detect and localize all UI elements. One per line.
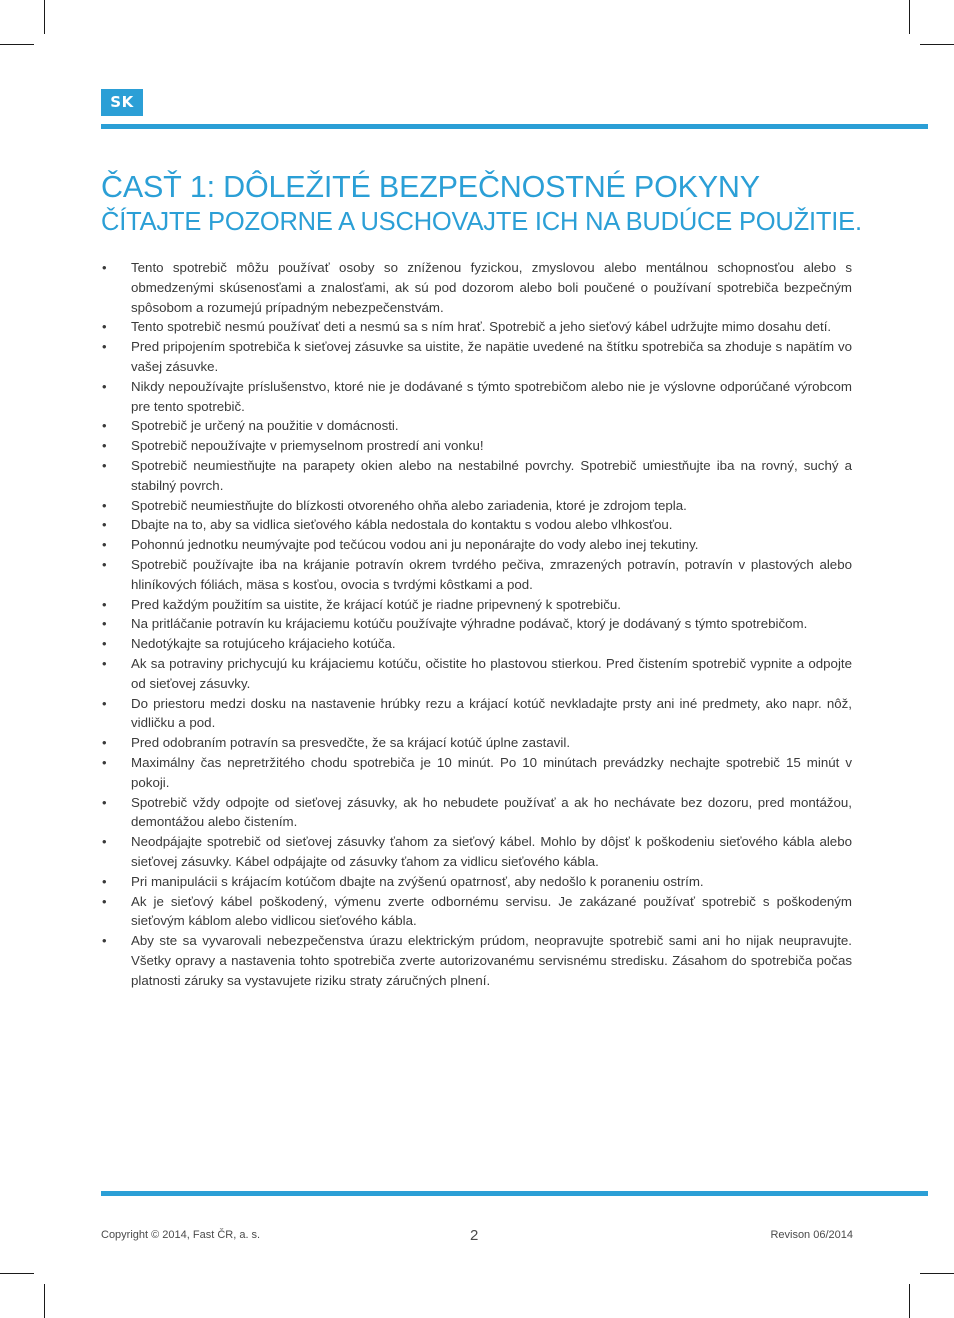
- list-item: [101, 595, 852, 615]
- crop-mark: [920, 1273, 954, 1274]
- list-item: [101, 416, 852, 436]
- copyright-text: Copyright © 2014, Fast ČR, a. s.: [101, 1229, 261, 1241]
- list-item-text: Ak je sieťový kábel poškodený, výmenu zverte odbornému servisu. Je zakázané používať spotrebič s poškodeným sieťovým káblom alebo vidlicou sieťového kábla.: [131, 893, 852, 929]
- list-item-text: Pohonnú jednotku neumývajte pod tečúcou vodou ani ju neponárajte do vody alebo inej tekutiny.: [131, 537, 699, 553]
- list-item-text: Spotrebič neumiestňujte do blízkosti otvoreného ohňa alebo zariadenia, ktoré je zdrojom tepla.: [131, 497, 687, 513]
- list-item: [101, 832, 852, 872]
- list-item-text: Pred každým použitím sa uistite, že krájací kotúč je riadne pripevnený k spotrebiču.: [131, 596, 621, 612]
- list-item: [101, 337, 852, 377]
- bullet-icon: •: [102, 517, 107, 533]
- bullet-icon: •: [102, 260, 107, 275]
- list-item: [101, 258, 852, 317]
- list-item-text: Spotrebič neumiestňujte na parapety okien alebo na nestabilné povrchy. Spotrebič umiestňujte iba na rovný, suchý a stabilný povrch.: [131, 457, 852, 493]
- crop-mark: [44, 0, 45, 34]
- list-item: [101, 515, 852, 535]
- crop-mark: [909, 0, 910, 34]
- bullet-icon: •: [102, 438, 107, 454]
- bullet-icon: •: [102, 735, 107, 751]
- list-item: [101, 317, 852, 337]
- bullet-icon: •: [102, 794, 107, 810]
- list-item: [101, 634, 852, 654]
- list-item-text: Neodpájajte spotrebič od sieťovej zásuvky ťahom za sieťový kábel. Mohlo by dôjsť k poškodeniu sieťového kábla alebo sieťovej zásuvky. Kábel odpájajte od zásuvky ťahom za vidlicu sieťového kábla.: [131, 834, 852, 869]
- bullet-icon: •: [102, 497, 107, 513]
- bullet-icon: •: [102, 457, 107, 473]
- crop-mark: [909, 1284, 910, 1318]
- page-number: 2: [470, 1227, 479, 1244]
- bullet-icon: •: [102, 933, 107, 949]
- page-title: ČASŤ 1: DÔLEŽITÉ BEZPEČNOSTNÉ POKYNY: [101, 170, 760, 204]
- language-badge: SK: [101, 89, 143, 116]
- revision-text: Revison 06/2014: [770, 1229, 853, 1241]
- list-item-text: Ak sa potraviny prichycujú ku krájaciemu kotúču, očistite ho plastovou stierkou. Pred čistením spotrebič vypnite a odpojte od sieťovej zásuvky.: [131, 655, 852, 691]
- footer-rule: [101, 1191, 928, 1196]
- crop-mark: [0, 44, 34, 45]
- list-item: [101, 694, 852, 734]
- safety-instructions-list: [101, 258, 852, 990]
- list-item-text: Nedotýkajte sa rotujúceho krájacieho kotúča.: [131, 636, 396, 652]
- bullet-icon: •: [102, 695, 107, 711]
- header-rule: [101, 124, 928, 129]
- list-item-text: Dbajte na to, aby sa vidlica sieťového kábla nedostala do kontaktu s vodou alebo vlhkosťou.: [131, 517, 673, 533]
- list-item: [101, 614, 852, 634]
- bullet-icon: •: [102, 834, 107, 850]
- list-item: [101, 872, 852, 892]
- page-subtitle: ČÍTAJTE POZORNE A USCHOVAJTE ICH NA BUDÚCE POUŽITIE.: [101, 208, 862, 236]
- list-item-text: Na pritláčanie potravín ku krájaciemu kotúču používajte výhradne podávač, ktorý je dodávaný s týmto spotrebičom.: [131, 616, 808, 632]
- list-item-text: Tento spotrebič môžu používať osoby so zníženou fyzickou, zmyslovou alebo mentálnou schopnosťou alebo s obmedzenými skúsenosťami a znalosťami, ak sú pod dozorom alebo boli poučené o používaní spotrebiča bezpečným spôsobom a rozumejú prípadným nebezpečenstvám.: [131, 260, 852, 315]
- list-item-text: Maximálny čas nepretržitého chodu spotrebiča je 10 minút. Po 10 minútach prevádzky nechajte spotrebič 15 minút v pokoji.: [131, 754, 852, 790]
- bullet-icon: •: [102, 616, 107, 632]
- list-item-text: Tento spotrebič nesmú používať deti a nesmú sa s ním hrať. Spotrebič a jeho sieťový kábel udržujte mimo dosahu detí.: [131, 319, 832, 335]
- bullet-icon: •: [102, 319, 107, 335]
- list-item-text: Nikdy nepoužívajte príslušenstvo, ktoré nie je dodávané s týmto spotrebičom alebo nie je výslovne odporúčané výrobcom pre tento spotrebič.: [131, 378, 852, 414]
- list-item: [101, 892, 852, 932]
- list-item: [101, 496, 852, 516]
- bullet-icon: •: [102, 596, 107, 612]
- list-item: [101, 555, 852, 595]
- bullet-icon: •: [102, 893, 107, 909]
- list-item-text: Pred pripojením spotrebiča k sieťovej zásuvke sa uistite, že napätie uvedené na štítku spotrebiča sa zhoduje s napätím vo vašej zásuvke.: [131, 339, 852, 374]
- crop-mark: [0, 1273, 34, 1274]
- bullet-icon: •: [102, 339, 107, 355]
- bullet-icon: •: [102, 754, 107, 770]
- list-item-text: Spotrebič nepoužívajte v priemyselnom prostredí ani vonku!: [131, 438, 484, 454]
- crop-mark: [44, 1284, 45, 1318]
- list-item-text: Aby ste sa vyvarovali nebezpečenstva úrazu elektrickým prúdom, neopravujte spotrebič sami ani ho nijak neupravujte. Všetky opravy a nastavenia tohto spotrebiča zverte autorizovanému servisnému stredisku. Zásahom do spotrebiča počas platnosti záruky sa vystavujete riziku straty záručných plnení.: [131, 933, 852, 988]
- list-item: [101, 753, 852, 793]
- list-item: [101, 456, 852, 496]
- list-item: [101, 535, 852, 555]
- bullet-icon: •: [102, 873, 107, 889]
- list-item-text: Spotrebič používajte iba na krájanie potravín okrem tvrdého pečiva, zmrazených potravín, potravín v plastových alebo hliníkových fóliách, mäsa s kosťou, ovocia s tvrdými kôstkami a pod.: [131, 556, 852, 592]
- list-item: [101, 377, 852, 417]
- list-item-text: Pred odobraním potravín sa presvedčte, že sa krájací kotúč úplne zastavil.: [131, 735, 571, 751]
- bullet-icon: •: [102, 556, 107, 572]
- bullet-icon: •: [102, 655, 107, 671]
- list-item-text: Pri manipulácii s krájacím kotúčom dbajte na zvýšenú opatrnosť, aby nedošlo k poraneniu ostrím.: [131, 873, 704, 889]
- list-item: [101, 733, 852, 753]
- list-item: [101, 931, 852, 990]
- bullet-icon: •: [102, 537, 107, 553]
- bullet-icon: •: [102, 636, 107, 652]
- list-item-text: Spotrebič vždy odpojte od sieťovej zásuvky, ak ho nebudete používať a ak ho nechávate bez dozoru, pred montážou, demontážou alebo čistením.: [131, 794, 852, 830]
- list-item-text: Spotrebič je určený na použitie v domácnosti.: [131, 418, 399, 434]
- bullet-icon: •: [102, 378, 107, 394]
- bullet-icon: •: [102, 418, 107, 434]
- list-item: [101, 654, 852, 694]
- crop-mark: [920, 44, 954, 45]
- list-item: [101, 436, 852, 456]
- list-item-text: Do priestoru medzi dosku na nastavenie hrúbky rezu a krájací kotúč nevkladajte prsty ani iné predmety, ako napr. nôž, vidličku a pod.: [131, 695, 852, 731]
- list-item: [101, 793, 852, 833]
